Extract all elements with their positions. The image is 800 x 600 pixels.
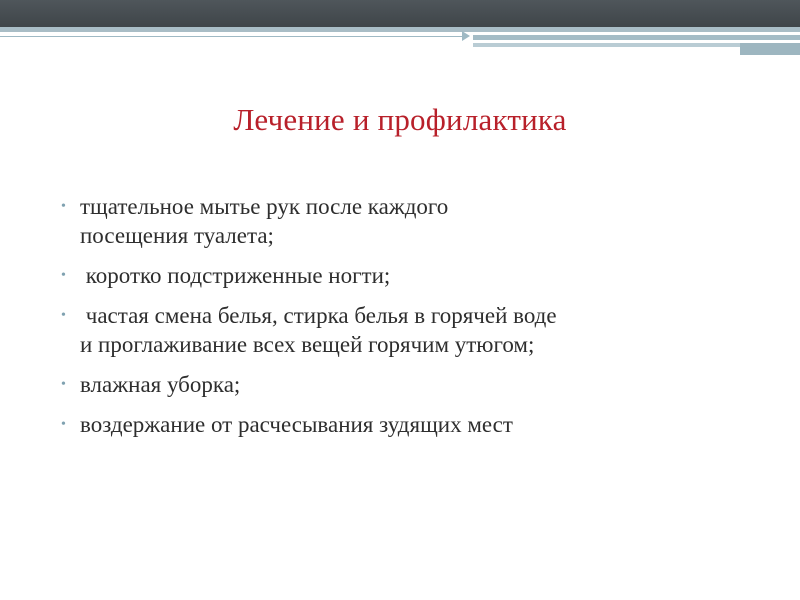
bullet-list	[58, 192, 778, 450]
list-item	[58, 192, 778, 250]
list-item-text: частая смена белья, стирка белья в горячей воде и проглаживание всех вещей горячим утюгом;	[80, 303, 557, 357]
bullet-icon: •	[61, 268, 66, 283]
list-item	[58, 370, 778, 399]
bullet-icon: •	[61, 377, 66, 392]
slide-title: Лечение и профилактика	[233, 102, 567, 137]
header-bar	[0, 0, 800, 27]
list-item-text: коротко подстриженные ногти;	[80, 263, 391, 288]
header-pointer	[462, 31, 470, 41]
list-item	[58, 261, 778, 290]
bullet-icon: •	[61, 308, 66, 323]
header-accent	[0, 27, 800, 32]
header-line	[0, 36, 464, 37]
header-stripe	[473, 35, 800, 40]
bullet-icon: •	[61, 199, 66, 214]
list-item	[58, 301, 778, 359]
list-item-text: тщательное мытье рук после каждого посещения туалета;	[80, 194, 449, 248]
header-stripe	[740, 43, 800, 55]
list-item	[58, 410, 778, 439]
list-item-text: влажная уборка;	[80, 372, 241, 397]
list-item-text: воздержание от расчесывания зудящих мест	[80, 412, 513, 437]
bullet-icon: •	[61, 417, 66, 432]
